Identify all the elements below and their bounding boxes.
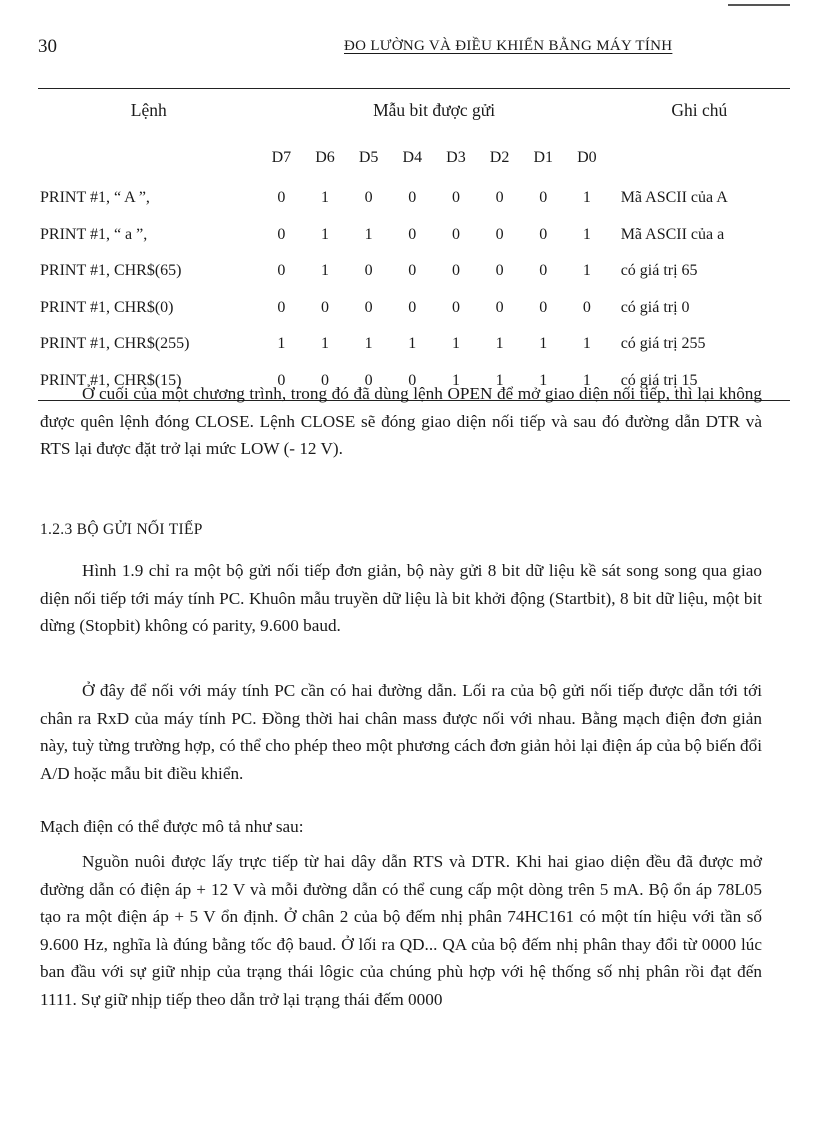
bit-cell: 0 bbox=[539, 189, 548, 207]
bit-cell: 0 bbox=[277, 262, 286, 280]
bit-label: D0 bbox=[577, 149, 597, 166]
bit-cell: 1 bbox=[451, 335, 460, 353]
bit-cell: 0 bbox=[408, 189, 417, 207]
bit-cell: 0 bbox=[408, 262, 417, 280]
bit-cell: 0 bbox=[277, 225, 286, 243]
bit-cell: 1 bbox=[582, 189, 591, 207]
bit-cell: 1 bbox=[364, 335, 373, 353]
bit-label: D3 bbox=[446, 149, 466, 166]
command-cell: PRINT #1, “ a ”, bbox=[40, 225, 148, 243]
bit-cell: 1 bbox=[478, 363, 522, 401]
bit-cell: 0 bbox=[303, 363, 347, 401]
table-row bbox=[38, 326, 790, 363]
empty-cell bbox=[38, 131, 260, 180]
bit-cell: 1 bbox=[321, 335, 330, 353]
bit-cell: 1 bbox=[495, 335, 504, 353]
bit-cell: 0 bbox=[408, 225, 417, 243]
bit-cell: 0 bbox=[321, 298, 330, 316]
scan-mark bbox=[728, 4, 790, 6]
bit-cell: 0 bbox=[277, 298, 286, 316]
bit-label: D4 bbox=[402, 149, 423, 166]
bit-cell: 1 bbox=[277, 335, 286, 353]
header-bits: Mẫu bit được gửi bbox=[260, 89, 609, 132]
page-number: 30 bbox=[38, 36, 57, 57]
bit-cell: 0 bbox=[451, 189, 460, 207]
command-cell: PRINT #1, CHR$(255) bbox=[40, 335, 190, 353]
table-row bbox=[38, 290, 790, 327]
bit-label: D6 bbox=[315, 149, 335, 166]
bit-cell: 0 bbox=[495, 298, 504, 316]
bit-cell: 1 bbox=[321, 225, 330, 243]
bit-cell: 1 bbox=[565, 363, 609, 401]
table-row bbox=[38, 180, 790, 217]
paragraph-circuit-intro: Mạch điện có thể được mô tả như sau: bbox=[40, 817, 304, 836]
bit-label: D1 bbox=[533, 149, 553, 166]
bit-cell: 1 bbox=[321, 262, 330, 280]
bit-label: D7 bbox=[271, 149, 292, 166]
bit-cell: 0 bbox=[364, 262, 373, 280]
paragraph-power-supply: Nguồn nuôi được lấy trực tiếp từ hai dây dẫn RTS và DTR. Khi hai giao diện đều đã được mở đường dẫn có điện áp + 12 V và mỗi đường dẫn có thể cung cấp một dòng trên 5 mA. Bộ ổn áp 78L05 tạo ra một điện áp + 5 V ổn định. Ở chân 2 của bộ đếm nhị phân 74HC161 có một tín hiệu với tần số 9.600 Hz, nghĩa là đúng bằng tốc độ baud. Ở lối ra QD... QA của bộ đếm nhị phân thay đổi từ 0000 lúc ban đầu với sự giữ nhịp của trạng thái lôgic của chúng phù hợp với hệ thống số nhị phân rồi đạt đến 1111. Sự giữ nhịp tiếp theo dẫn trở lại trạng thái đếm 0000 bbox=[40, 852, 762, 1009]
bit-cell: 0 bbox=[451, 262, 460, 280]
bit-cell: 1 bbox=[582, 262, 591, 280]
bit-label: D5 bbox=[358, 149, 379, 166]
command-cell: PRINT #1, CHR$(15) bbox=[38, 363, 260, 401]
bit-cell: 1 bbox=[364, 225, 373, 243]
bit-label: D2 bbox=[489, 149, 510, 166]
table-row bbox=[38, 217, 790, 254]
bit-cell: 0 bbox=[364, 189, 373, 207]
bit-cell: 0 bbox=[451, 225, 460, 243]
paragraph-serial-sender: Hình 1.9 chỉ ra một bộ gửi nối tiếp đơn giản, bộ này gửi 8 bit dữ liệu kề sát song song qua giao diện nối tiếp tới máy tính PC. Khuôn mẫu truyền dữ liệu là bit khởi động (Startbit), 8 bit dữ liệu, một bit dừng (Stopbit) không có parity, 9.600 baud. bbox=[40, 561, 762, 635]
bit-cell: 0 bbox=[364, 298, 373, 316]
paragraph-close-command: Ở cuối của một chương trình, trong đó đã dùng lệnh OPEN để mở giao diện nối tiếp, thì lại không được quên lệnh đóng CLOSE. Lệnh CLOSE sẽ đóng giao diện nối tiếp và sau đó đường dẫn DTR và RTS lại được đặt trở lại mức LOW (- 12 V). bbox=[40, 384, 762, 458]
bit-cell: 0 bbox=[495, 189, 504, 207]
bit-cell: 0 bbox=[539, 298, 548, 316]
bit-cell: 0 bbox=[451, 298, 460, 316]
bit-cell: 0 bbox=[495, 225, 504, 243]
bit-cell: 1 bbox=[539, 335, 548, 353]
section-heading: 1.2.3 BỘ GỬI NỐI TIẾP bbox=[40, 521, 203, 538]
command-cell: PRINT #1, “ A ”, bbox=[40, 189, 150, 207]
bit-cell: 0 bbox=[408, 298, 417, 316]
bit-cell: 1 bbox=[582, 335, 591, 353]
bit-cell: 0 bbox=[495, 262, 504, 280]
bit-cell: 0 bbox=[539, 262, 548, 280]
bit-cell: 1 bbox=[408, 335, 417, 353]
command-cell: PRINT #1, CHR$(0) bbox=[40, 298, 174, 316]
note-cell: có giá trị 15 bbox=[609, 363, 790, 401]
note-cell: Mã ASCII của A bbox=[620, 189, 728, 207]
command-cell: PRINT #1, CHR$(65) bbox=[40, 262, 182, 280]
paragraph-connection: Ở đây để nối với máy tính PC cần có hai đường dẫn. Lối ra của bộ gửi nối tiếp được dẫn tới tới chân ra RxD của máy tính PC. Đồng thời hai chân mass được nối với nhau. Bằng mạch điện đơn giản này, tuỳ từng trường hợp, có thể cho phép theo một phương cách đơn giản hỏi lại điện áp của bộ biến đổi A/D hoặc mẫu bit điều khiển. bbox=[40, 681, 762, 783]
bit-cell: 1 bbox=[321, 189, 330, 207]
running-title: ĐO LƯỜNG VÀ ĐIỀU KHIỂN BẰNG MÁY TÍNH bbox=[344, 38, 673, 54]
bit-cell: 1 bbox=[521, 363, 565, 401]
note-cell: có giá trị 0 bbox=[620, 298, 690, 316]
bit-cell: 0 bbox=[539, 225, 548, 243]
bit-label-row bbox=[38, 131, 790, 180]
note-cell: có giá trị 255 bbox=[620, 335, 706, 353]
bit-cell: 1 bbox=[582, 225, 591, 243]
header-command: Lệnh bbox=[38, 89, 260, 132]
bit-cell: 0 bbox=[277, 189, 286, 207]
header-note: Ghi chú bbox=[609, 89, 790, 132]
empty-cell bbox=[609, 131, 790, 180]
bit-cell: 0 bbox=[582, 298, 591, 316]
table-row bbox=[38, 253, 790, 290]
bit-cell: 0 bbox=[260, 363, 304, 401]
table-header-row bbox=[38, 89, 790, 132]
bit-cell: 1 bbox=[434, 363, 478, 401]
note-cell: Mã ASCII của a bbox=[620, 225, 725, 243]
bit-cell: 0 bbox=[390, 363, 434, 401]
note-cell: có giá trị 65 bbox=[620, 262, 698, 280]
bit-cell: 0 bbox=[347, 363, 391, 401]
command-table bbox=[38, 88, 790, 401]
